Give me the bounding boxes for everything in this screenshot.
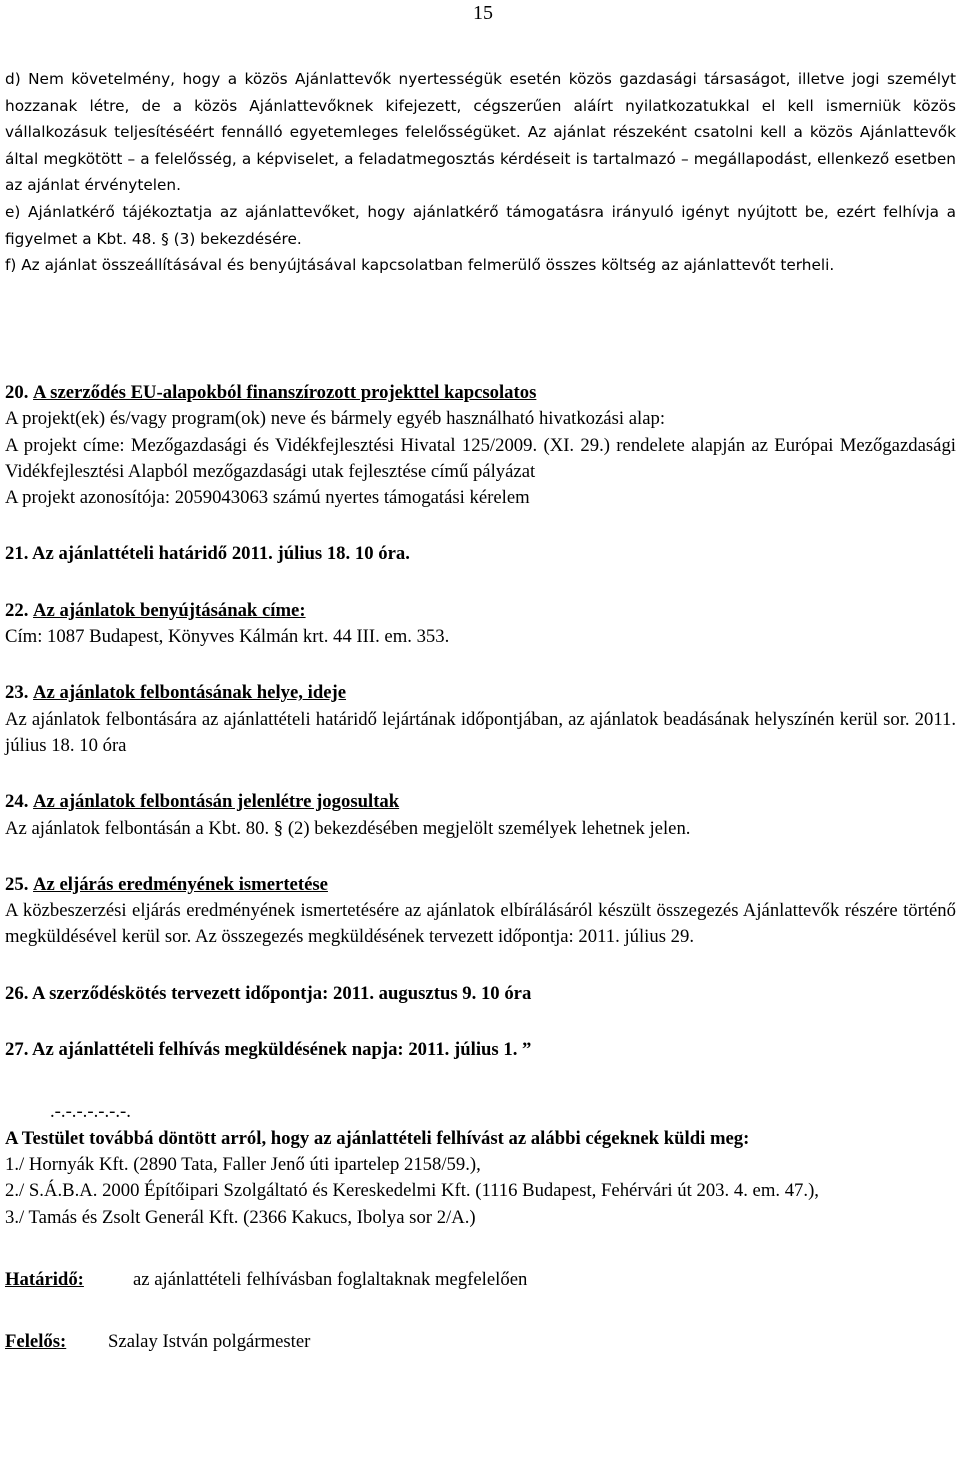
company-1: 1./ Hornyák Kft. (2890 Tata, Faller Jenő úti ipartelep 2158/59.), — [5, 1153, 481, 1175]
section-25-title: Az eljárás eredményének ismertetése — [33, 873, 328, 895]
section-22-number: 22. — [5, 599, 29, 621]
section-25-number: 25. — [5, 873, 29, 895]
section-22-heading — [5, 598, 956, 624]
decision-intro: A Testület továbbá döntött arról, hogy az ajánlattételi felhívást az alábbi cégeknek küldi meg: — [5, 1127, 750, 1149]
company-3: 3./ Tamás és Zsolt Generál Kft. (2366 Kakucs, Ibolya sor 2/A.) — [5, 1206, 476, 1228]
section-27: 27. Az ajánlattételi felhívás megküldésének napja: 2011. július 1. ” — [5, 1039, 532, 1061]
section-25-text: A közbeszerzési eljárás eredményének ismertetésére az ajánlatok elbírálásáról készült összegezés Ajánlattevők részére történő megküldésével kerül sor. Az összegezés megküldésének tervezett időpontja: 2011. július 29. — [5, 900, 956, 948]
section-20-line3: A projekt azonosítója: 2059043063 számú nyertes támogatási kérelem — [5, 487, 530, 509]
section-24-text: Az ajánlatok felbontásán a Kbt. 80. § (2) bekezdésében megjelölt személyek lehetnek jelen. — [5, 817, 691, 839]
separator: .-.-.-.-.-.-.-. — [50, 1101, 131, 1123]
section-23-title: Az ajánlatok felbontásának helye, ideje — [33, 682, 347, 704]
condition-e: e) Ajánlatkérő tájékoztatja az ajánlattevőket, hogy ajánlatkérő támogatásra irányuló igényt nyújtott be, ezért felhívja a figyelmet a Kbt. 48. § (3) bekezdésére. — [5, 202, 956, 248]
section-22-title: Az ajánlatok benyújtásának címe: — [33, 599, 306, 621]
deadline-row — [5, 1267, 956, 1293]
condition-d: d) Nem követelmény, hogy a közös Ajánlattevők nyertességük esetén közös gazdasági társaságot, illetve jogi személyt hozzanak létre, de a közös Ajánlattevőknek kifejezett, cégszerűen aláírt nyilatkozatukkal el kell ismerniük közös vállalkozásuk teljesítéséért fennálló egyetemleges felelősségüket. Az ajánlat részeként csatolni kell a közös Ajánlattevők által megkötött – a felelősség, a képviselet, a feladatmegosztás kérdéseit is tartalmazó – megállapodást, ellenkező esetben az ajánlat érvénytelen. — [5, 70, 956, 195]
deadline-label: Határidő: — [5, 1268, 84, 1290]
section-22-address: Cím: 1087 Budapest, Könyves Kálmán krt. 44 III. em. 353. — [5, 626, 450, 648]
section-23-number: 23. — [5, 682, 29, 704]
section-20-number: 20. — [5, 382, 29, 403]
section-20-line1: A projekt(ek) és/vagy program(ok) neve és bármely egyéb használható hivatkozási alap: — [5, 408, 666, 430]
section-24-heading — [5, 789, 956, 815]
section-26: 26. A szerződéskötés tervezett időpontja: 2011. augusztus 9. 10 óra — [5, 982, 532, 1004]
section-23-heading — [5, 680, 956, 706]
page-number: 15 — [473, 2, 493, 24]
section-23-text: Az ajánlatok felbontására az ajánlattételi határidő lejártának időpontjában, az ajánlatok beadásának helyszínén kerül sor. 2011. július 18. 10 óra — [5, 708, 956, 756]
conditions-block — [5, 66, 956, 279]
section-24-title: Az ajánlatok felbontásán jelenlétre jogosultak — [33, 791, 400, 813]
section-24-number: 24. — [5, 791, 29, 813]
section-20-title: A szerződés EU-alapokból finanszírozott projekttel kapcsolatos — [33, 382, 537, 403]
condition-f: f) Az ajánlat összeállításával és benyújtásával kapcsolatban felmerülő összes költség az ajánlattevőt terheli. — [5, 256, 835, 275]
responsible-row — [5, 1329, 956, 1355]
responsible-value: Szalay István polgármester — [108, 1331, 311, 1353]
section-21: 21. Az ajánlattételi határidő 2011. július 18. 10 óra. — [5, 543, 410, 565]
responsible-label: Felelős: — [5, 1331, 67, 1353]
sections-block — [5, 380, 956, 1355]
section-20-line2: A projekt címe: Mezőgazdasági és Vidékfejlesztési Hivatal 125/2009. (XI. 29.) rendelete alapján az Európai Mezőgazdasági Vidékfejlesztési Alapból mezőgazdasági utak fejlesztése című pályázat — [5, 434, 956, 482]
section-25-heading — [5, 872, 956, 898]
company-2: 2./ S.Á.B.A. 2000 Építőipari Szolgáltató és Kereskedelmi Kft. (1116 Budapest, Fehérvári út 203. 4. em. 47.), — [5, 1180, 819, 1202]
deadline-value: az ajánlattételi felhívásban foglaltaknak megfelelően — [133, 1268, 528, 1290]
section-20-heading — [5, 380, 956, 406]
